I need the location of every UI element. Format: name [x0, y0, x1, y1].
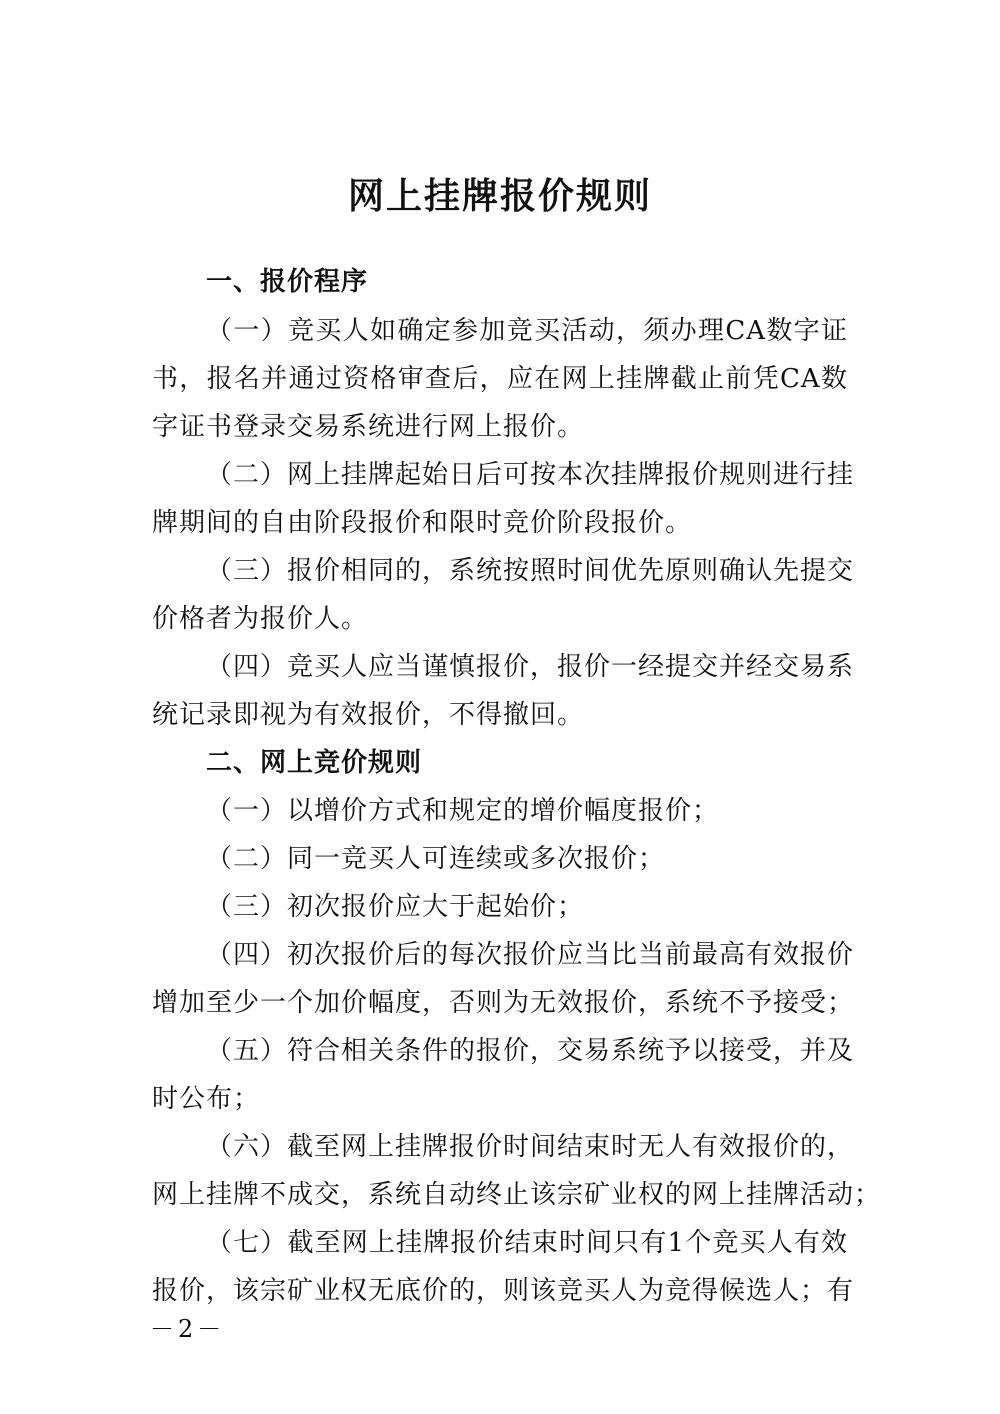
paragraph-line: （三）报价相同的，系统按照时间优先原则确认先提交 [206, 556, 855, 586]
paragraph-line: （七）截至网上挂牌报价结束时间只有1个竞买人有效 [206, 1228, 848, 1258]
paragraph-line: 报价，该宗矿业权无底价的，则该竞买人为竞得候选人；有 [152, 1276, 855, 1306]
paragraph-line: （一）以增价方式和规定的增价幅度报价； [206, 796, 720, 826]
paragraph-line: （三）初次报价应大于起始价； [206, 892, 585, 922]
paragraph-line: 网上挂牌不成交，系统自动终止该宗矿业权的网上挂牌活动； [152, 1180, 882, 1210]
document-title: 网上挂牌报价规则 [347, 175, 652, 217]
paragraph-line: 增加至少一个加价幅度，否则为无效报价，系统不予接受； [152, 988, 855, 1018]
paragraph-line: （一）竞买人如确定参加竞买活动，须办理CA数字证 [206, 316, 848, 346]
section-heading: 一、报价程序 [206, 267, 369, 297]
paragraph-line: 价格者为报价人。 [152, 604, 369, 634]
paragraph-line: （五）符合相关条件的报价，交易系统予以接受，并及 [206, 1036, 855, 1066]
paragraph-line: （四）初次报价后的每次报价应当比当前最高有效报价 [206, 940, 855, 970]
paragraph-line: （二）网上挂牌起始日后可按本次挂牌报价规则进行挂 [206, 460, 855, 490]
paragraph-line: 统记录即视为有效报价，不得撤回。 [152, 700, 585, 730]
paragraph-line: （四）竞买人应当谨慎报价，报价一经提交并经交易系 [206, 652, 855, 682]
section-heading: 二、网上竞价规则 [206, 748, 423, 778]
paragraph-line: 字证书登录交易系统进行网上报价。 [152, 412, 585, 442]
paragraph-line: 时公布； [152, 1084, 261, 1114]
page-number: －2－ [150, 1315, 226, 1343]
paragraph-line: 书，报名并通过资格审查后，应在网上挂牌截止前凭CA数 [152, 364, 848, 394]
paragraph-line: （六）截至网上挂牌报价时间结束时无人有效报价的， [206, 1132, 855, 1162]
paragraph-line: （二）同一竞买人可连续或多次报价； [206, 844, 666, 874]
paragraph-line: 牌期间的自由阶段报价和限时竞价阶段报价。 [152, 508, 693, 538]
